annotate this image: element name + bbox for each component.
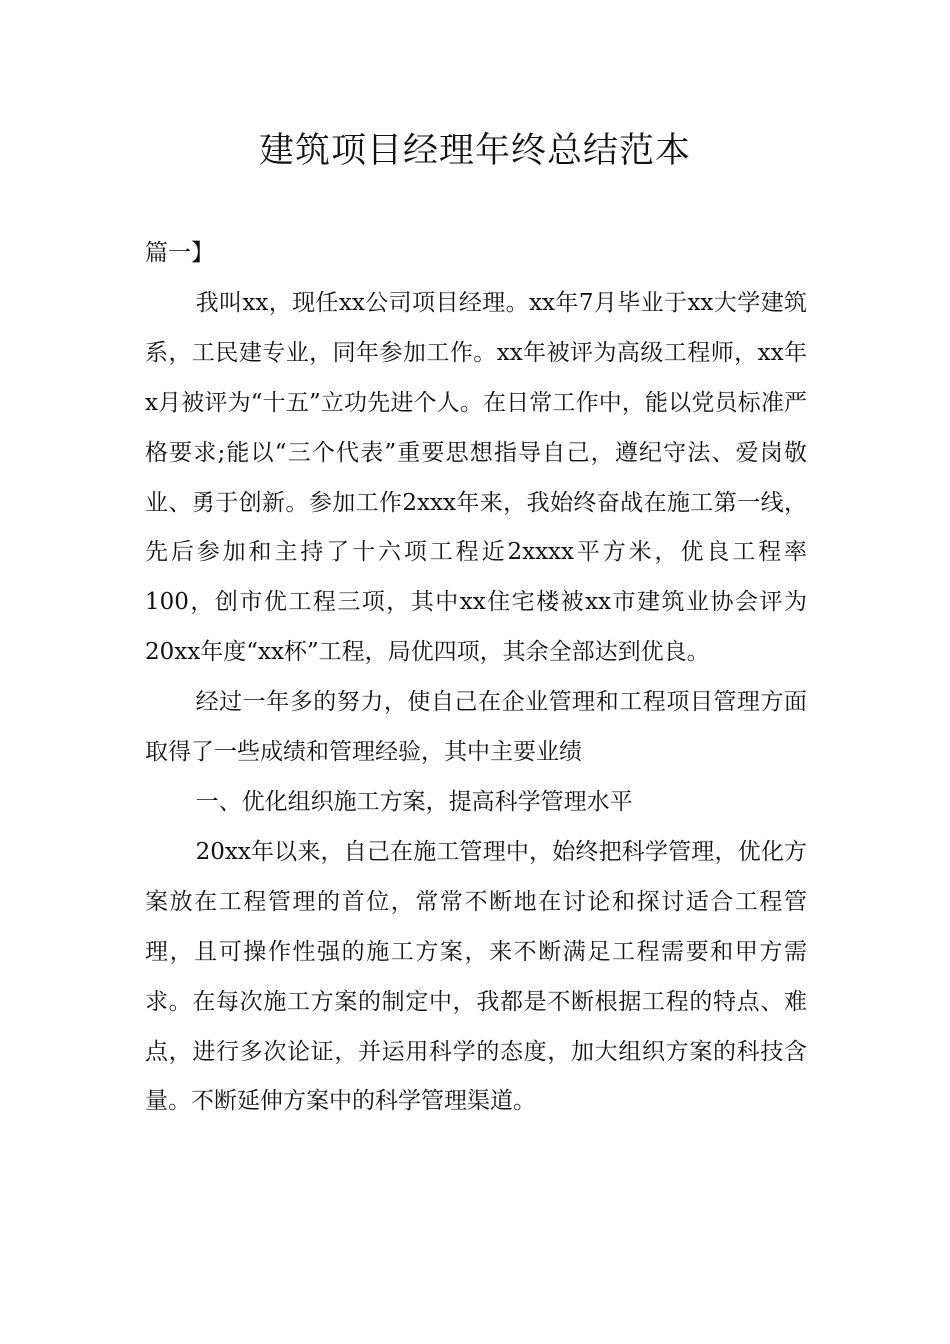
paragraph-management: 20xx年以来，自己在施工管理中，始终把科学管理，优化方案放在工程管理的首位，常常不断地在讨论和探讨适合工程管理，且可操作性强的施工方案，来不断满足工程需要和甲方需求。在每次施工方案的制定中，我都是不断根据工程的特点、难点，进行多次论证，并运用科学的态度，加大组织方案的科技含量。不断延伸方案中的科学管理渠道。 <box>145 838 807 1115</box>
paragraph-intro: 我叫xx，现任xx公司项目经理。xx年7月毕业于xx大学建筑系，工民建专业，同年参加工作。xx年被评为高级工程师，xx年x月被评为“十五”立功先进个人。在日常工作中，能以党员标准严格要求;能以“三个代表”重要思想指导自己，遵纪守法、爱岗敬业、勇于创新。参加工作2xxx年来，我始终奋战在施工第一线，先后参加和主持了十六项工程近2xxxx平方米，优良工程率100，创市优工程三项，其中xx住宅楼被xx市建筑业协会评为20xx年度“xx杯”工程，局优四项，其余全部达到优良。 <box>145 289 807 666</box>
section-heading: 一、优化组织施工方案，提高科学管理水平 <box>195 788 633 815</box>
section-marker: 篇一】 <box>145 240 214 266</box>
document-title: 建筑项目经理年终总结范本 <box>258 131 691 171</box>
document-body <box>145 229 807 1127</box>
paragraph-summary: 经过一年多的努力，使自己在企业管理和工程项目管理方面取得了一些成绩和管理经验，其中主要业绩 <box>145 689 807 766</box>
